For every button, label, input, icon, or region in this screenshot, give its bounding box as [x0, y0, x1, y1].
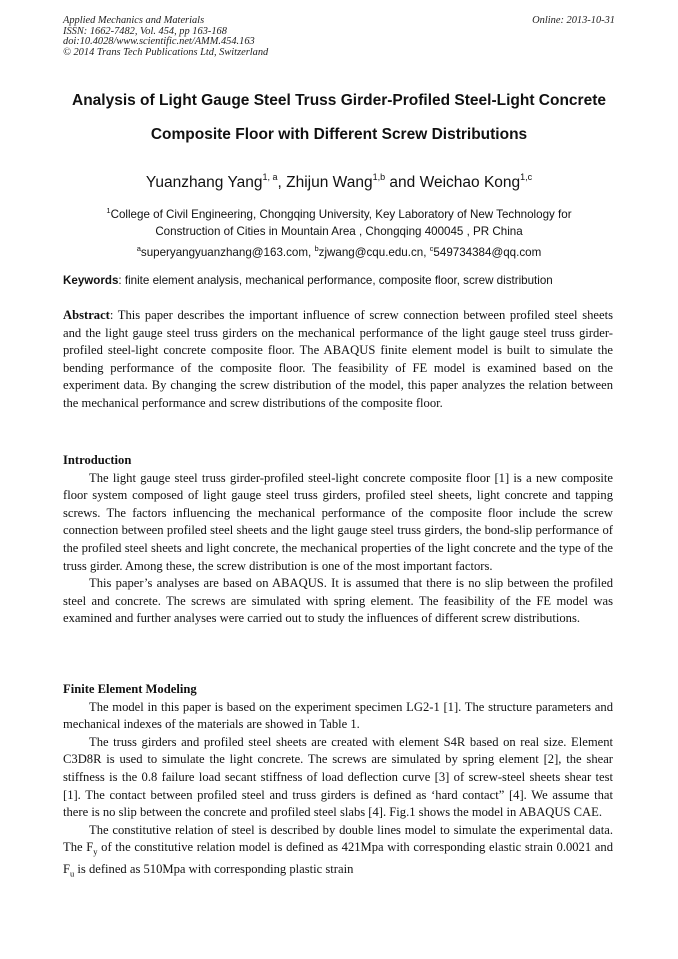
abstract-label: Abstract	[63, 308, 110, 322]
affiliation-line-2: Construction of Cities in Mountain Area , Chongqing 400045 , PR China	[155, 225, 523, 238]
email-a: superyangyuanzhang@163.com,	[140, 246, 315, 259]
title-line-2: Composite Floor with Different Screw Distributions	[150, 126, 528, 143]
author-conjunction: and	[389, 174, 416, 191]
paragraph-text: of the constitutive relation model is defined as 421Mpa with corresponding elastic strain 0.0021 and F	[63, 840, 613, 877]
paragraph: The light gauge steel truss girder-profiled steel-light concrete composite floor [1] is a new composite floor system composed of light gauge steel truss girders, profiled steel sheets, light concrete and tapping screws. The factors influencing the mechanical performance of the composite floor include the screw connection between profiled steel sheets and the light gauge steel truss girders, the bond-slip performance of the profiled steel sheets and light concrete, the mechanical properties of the light concrete and the type of the truss girder. Among these, the screw distribution is one of the most important factors.	[63, 470, 613, 573]
email-superscript: a	[136, 244, 141, 253]
online-date: Online: 2013-10-31	[532, 15, 615, 26]
paragraph: The truss girders and profiled steel sheets are created with element S4R based on real size. Element C3D8R is used to simulate the light concrete. The screws are simulated by spring element [2], the shear stiffness is the 0.8 failure load secant stiffness of load deflection curve [3] of screw-steel sheets shear test [1]. The contact between profiled steel and truss girders is defined as ‘hard contact” [4]. We assume that there is no slip between the concrete and profiled steel slabs [4]. Fig.1 shows the model in ABAQUS CAE.	[63, 734, 613, 820]
affiliation-line-1: College of Civil Engineering, Chongqing University, Key Laboratory of New Technology for	[110, 208, 572, 221]
journal-name: Applied Mechanics and Materials	[63, 15, 205, 26]
author-list	[40, 167, 638, 193]
affiliation-superscript: 1	[106, 206, 111, 215]
author-superscript: 1,c	[520, 172, 533, 182]
email-b: zjwang@cqu.edu.cn,	[318, 246, 430, 259]
email-superscript: b	[314, 244, 319, 253]
paragraph-text: The constitutive relation of steel is described by double lines model to simulate the experimental data. The F	[63, 822, 613, 855]
email-superscript: c	[429, 244, 434, 253]
email-c: 549734384@qq.com	[433, 246, 542, 259]
section-heading: Finite Element Modeling	[63, 682, 197, 696]
title-line-1: Analysis of Light Gauge Steel Truss Girder-Profiled Steel-Light Concrete	[72, 92, 606, 109]
subscript: u	[70, 868, 75, 879]
issn-line: ISSN: 1662-7482, Vol. 454, pp 163-168	[63, 25, 227, 37]
paragraph: This paper’s analyses are based on ABAQUS. It is assumed that there is no slip between the profiled steel and concrete. The screws are simulated with spring element. The feasibility of the FE model was examined and further analyses were carried out to study the influences of different screw distributions.	[63, 576, 613, 626]
section-heading: Introduction	[63, 453, 132, 467]
doi-line: doi:10.4028/www.scientific.net/AMM.454.163	[63, 36, 255, 48]
abstract	[63, 307, 613, 413]
abstract-text: : This paper describes the important influence of screw connection between profiled steel sheets and the light gauge steel truss girders on the mechanical performance of the light gauge steel truss girder-profiled steel-light concrete composite floor. The ABAQUS finite element model is built to simulate the bending performance of the composite floor. The feasibility of FE model is examined based on the experiment data. By changing the screw distribution of the model, this paper analyzes the relation between the mechanical performance and screw distributions of the composite floor.	[63, 308, 613, 410]
affiliation-block	[40, 202, 638, 261]
subscript: y	[93, 846, 98, 857]
keywords-text: : finite element analysis, mechanical performance, composite floor, screw distribution	[118, 274, 553, 287]
keywords	[63, 273, 623, 289]
email-line	[40, 240, 638, 261]
fem-section	[63, 681, 613, 884]
paragraph-text: is defined as 510Mpa with corresponding plastic strain	[74, 862, 354, 877]
copyright-line: © 2014 Trans Tech Publications Ltd, Switzerland	[63, 46, 269, 58]
author-superscript: 1,b	[372, 172, 386, 182]
keywords-label: Keywords	[63, 274, 119, 287]
introduction-section	[63, 452, 613, 628]
paragraph: The model in this paper is based on the experiment specimen LG2-1 [1]. The structure parameters and mechanical indexes of the materials are showed in Table 1.	[63, 699, 613, 732]
author-name: Zhijun Wang	[286, 174, 373, 191]
journal-header	[63, 16, 615, 58]
author-name: Weichao Kong	[419, 174, 521, 191]
paragraph	[63, 822, 613, 884]
author-superscript: 1, a	[262, 172, 278, 182]
author-name: Yuanzhang Yang	[145, 174, 263, 191]
paper-title	[40, 90, 638, 158]
author-separator: ,	[277, 174, 287, 191]
